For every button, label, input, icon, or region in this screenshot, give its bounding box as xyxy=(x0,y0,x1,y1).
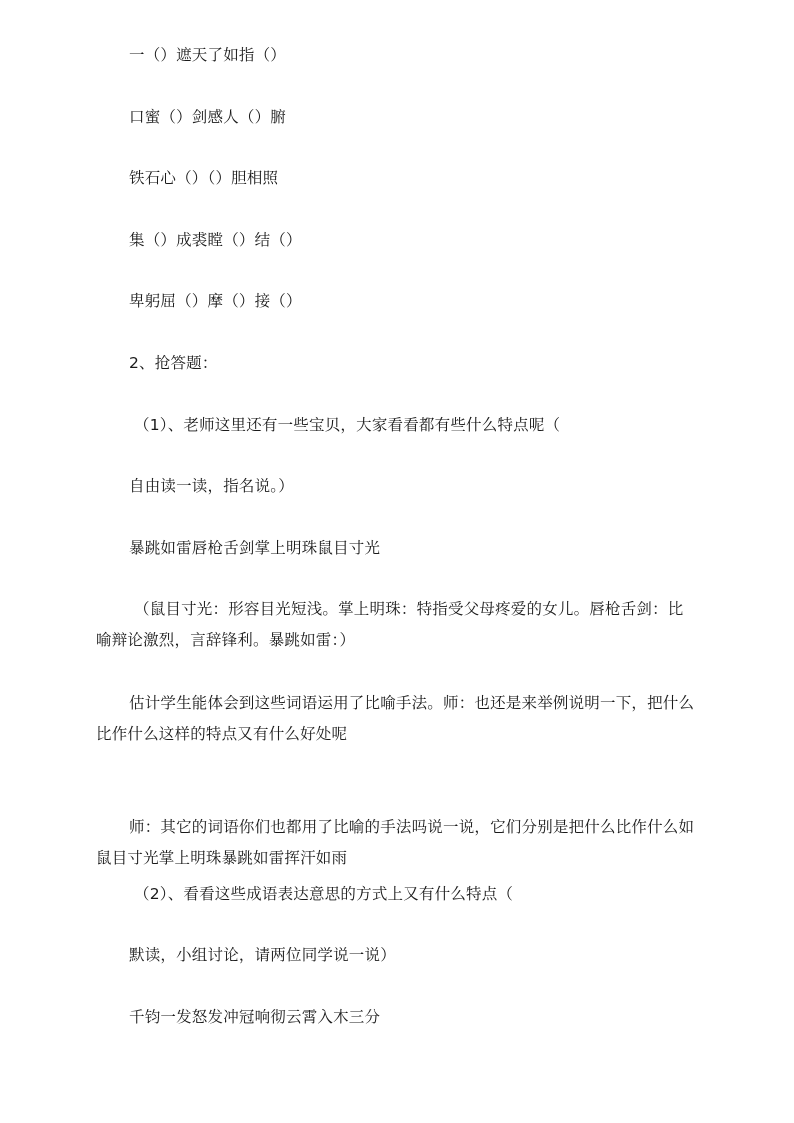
paragraph-explanations: （鼠目寸光：形容目光短浅。掌上明珠：特指受父母疼爱的女儿。唇枪舌剑：比喻辩论激烈，言辞锋利。暴跳如雷：） xyxy=(96,600,684,649)
paragraph-idiom-group-2: 千钧一发怒发冲冠响彻云霄入木三分 xyxy=(129,1008,381,1026)
paragraph-teacher-note-2: 师：其它的词语你们也都用了比喻的手法吗说一说，它们分别是把什么比作什么如鼠目寸光掌上明珠暴跳如雷挥汗如雨 xyxy=(96,818,695,867)
paragraph-teacher-note-1: 估计学生能体会到这些词语运用了比喻手法。师：也还是来举例说明一下，把什么比作什么这样的特点又有什么好处呢 xyxy=(96,694,695,743)
paragraph-instruction-2: 默读，小组讨论，请两位同学说一说） xyxy=(129,946,396,964)
paragraph-question-2: （2）、看看这些成语表达意思的方式上又有什么特点（ xyxy=(134,885,514,903)
paragraph-idiom-line-2: 口蜜（）剑感人（）腑 xyxy=(129,108,287,126)
paragraph-idiom-line-3: 铁石心（）（）胆相照 xyxy=(129,169,279,187)
paragraph-idiom-line-5: 卑躬屈（）摩（）接（） xyxy=(129,292,302,310)
paragraph-question-1: （1）、老师这里还有一些宝贝，大家看看都有些什么特点呢（ xyxy=(134,416,561,434)
paragraph-idiom-group-1: 暴跳如雷唇枪舌剑掌上明珠鼠目寸光 xyxy=(129,539,381,557)
paragraph-instruction-1: 自由读一读，指名说。） xyxy=(129,477,294,495)
paragraph-section-heading: 2、抢答题： xyxy=(129,354,218,372)
paragraph-idiom-line-4: 集（）成裘瞠（）结（） xyxy=(129,231,302,249)
paragraph-idiom-line-1: 一（）遮天了如指（） xyxy=(129,46,287,64)
